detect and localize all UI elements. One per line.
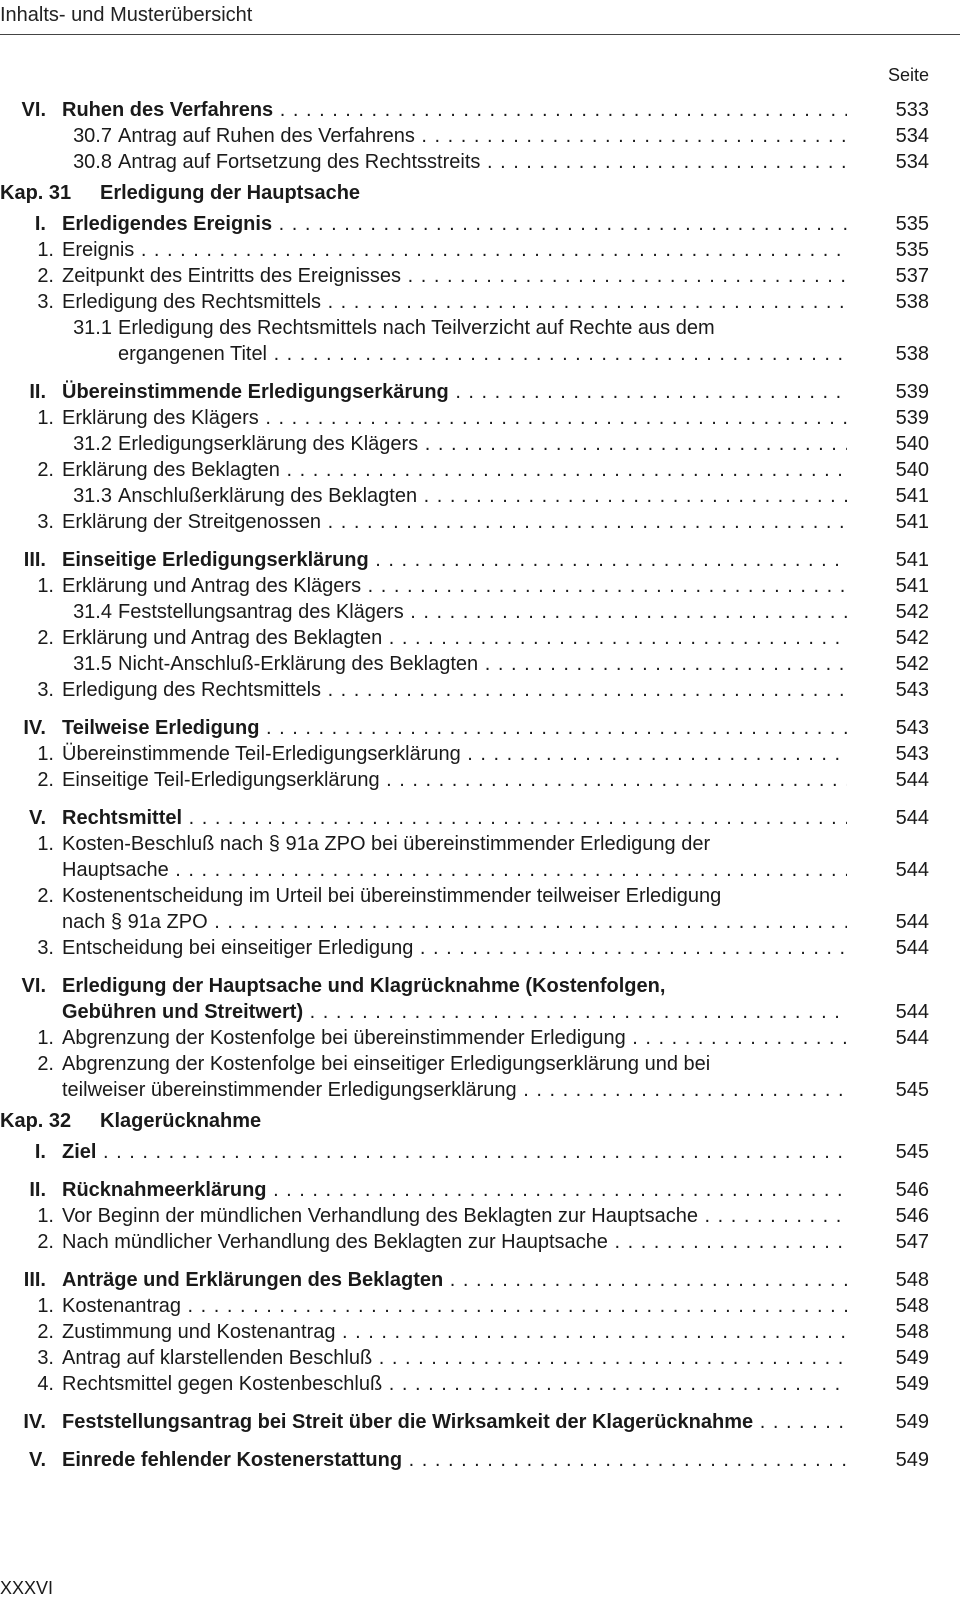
toc-entry-number: 2. xyxy=(37,1321,54,1343)
toc-entry-title xyxy=(62,1139,847,1165)
toc-entry-page: 534 xyxy=(895,125,929,147)
toc-entry-page: 538 xyxy=(895,291,929,313)
toc-entry-text: Kosten-Beschluß nach § 91a ZPO bei übereinstimmender Erledigung der xyxy=(62,833,711,855)
toc-entry xyxy=(0,599,960,625)
toc-entry-page: 535 xyxy=(895,213,929,235)
toc-entry xyxy=(0,767,960,793)
toc-entry-text: Einseitige Erledigungserklärung . . . xyxy=(62,547,847,573)
toc-entry-title xyxy=(62,1371,847,1397)
toc-entry-text: Ruhen des Verfahrens . . . xyxy=(62,97,847,123)
toc-entry-text: Übereinstimmende Erledigungserkärung . . . xyxy=(62,379,847,405)
toc-entry-text: Rücknahmeerklärung . . . xyxy=(62,1177,847,1203)
toc-entry-page: 546 xyxy=(895,1179,929,1201)
toc-entry-page: 541 xyxy=(895,549,929,571)
toc-entry-text: Ziel . . . xyxy=(62,1139,847,1165)
toc-entry xyxy=(0,509,960,535)
toc-entry xyxy=(0,1025,960,1051)
toc-entry-text: Hauptsache . . . xyxy=(62,857,847,883)
toc-entry-title xyxy=(62,237,847,263)
toc-entry-text: Erklärung des Klägers . . . xyxy=(62,405,847,431)
toc-entry-text: Anschlußerklärung des Beklagten . . . xyxy=(118,483,847,509)
toc-entry-number: 1. xyxy=(37,1027,54,1049)
toc-entry xyxy=(0,149,960,175)
toc-gap xyxy=(0,961,960,973)
toc-entry xyxy=(0,1267,960,1293)
toc-entry-number: 30.7 xyxy=(73,125,112,147)
toc-entry-page: 543 xyxy=(895,743,929,765)
toc-entry-text: Erledigung des Rechtsmittels . . . xyxy=(62,289,847,315)
toc-entry-text: Zustimmung und Kostenantrag . . . xyxy=(62,1319,847,1345)
toc-entry-page: 547 xyxy=(895,1231,929,1253)
toc-entry-title xyxy=(62,289,847,315)
toc-entry-text: Abgrenzung der Kostenfolge bei einseitiger Erledigungserklärung und bei xyxy=(62,1053,711,1075)
toc-entry-title xyxy=(62,1229,847,1255)
toc-entry-title xyxy=(62,1025,847,1051)
toc-entry-title xyxy=(118,431,847,457)
toc-entry-title xyxy=(62,379,847,405)
toc-entry-text: Einrede fehlender Kostenerstattung . . . xyxy=(62,1447,847,1473)
toc-entry-page: 542 xyxy=(895,653,929,675)
toc-entry-page: 549 xyxy=(895,1411,929,1433)
toc-entry-text: Erklärung und Antrag des Klägers . . . xyxy=(62,573,847,599)
chapter-number: Kap. 32 xyxy=(0,1110,72,1132)
toc-entry-text: Anträge und Erklärungen des Beklagten . . . xyxy=(62,1267,847,1293)
toc-entry-number: I. xyxy=(34,1141,46,1163)
toc-entry-number: 2. xyxy=(37,265,54,287)
toc-entry xyxy=(0,999,960,1025)
toc-entry-title xyxy=(62,1409,847,1435)
toc-gap xyxy=(0,367,960,379)
toc-entry xyxy=(0,237,960,263)
toc-entry-title xyxy=(62,831,847,857)
toc-entry xyxy=(0,341,960,367)
toc-entry-number: 2. xyxy=(37,459,54,481)
toc-entry-text: teilweiser übereinstimmender Erledigungserklärung . . . xyxy=(62,1077,847,1103)
toc-entry-number: VI. xyxy=(21,975,46,997)
toc-entry-title xyxy=(62,547,847,573)
toc-entry xyxy=(0,1177,960,1203)
toc-entry-title xyxy=(62,625,847,651)
toc-entry xyxy=(0,1077,960,1103)
toc-entry xyxy=(0,405,960,431)
toc-entry xyxy=(0,651,960,677)
toc-entry-number: 31.2 xyxy=(73,433,112,455)
toc-entry-number: III. xyxy=(23,549,46,571)
toc-entry-text: Antrag auf Fortsetzung des Rechtsstreits . . . xyxy=(118,149,847,175)
toc-entry xyxy=(0,457,960,483)
toc-entry-number: 3. xyxy=(37,937,54,959)
toc-entry-text: Erledigung des Rechtsmittels . . . xyxy=(62,677,847,703)
toc-entry-page: 543 xyxy=(895,679,929,701)
toc-entry-page: 539 xyxy=(895,381,929,403)
toc-entry-page: 545 xyxy=(895,1141,929,1163)
toc-entry-page: 540 xyxy=(895,433,929,455)
toc-entry-number: 1. xyxy=(37,1295,54,1317)
toc-entry-title xyxy=(62,211,847,237)
toc-entry-number: 31.4 xyxy=(73,601,112,623)
toc-entry-title xyxy=(62,405,847,431)
toc-entry-title xyxy=(62,857,847,883)
toc-entry-title xyxy=(62,1293,847,1319)
toc-entry xyxy=(0,547,960,573)
table-of-contents xyxy=(0,97,960,1473)
toc-entry-page: 544 xyxy=(895,937,929,959)
toc-entry-text: Vor Beginn der mündlichen Verhandlung des Beklagten zur Hauptsache . . . xyxy=(62,1203,847,1229)
toc-entry-text: Erledigung der Hauptsache und Klagrücknahme (Kostenfolgen, xyxy=(62,975,666,997)
toc-entry-number: 1. xyxy=(37,743,54,765)
toc-entry-page: 548 xyxy=(895,1295,929,1317)
toc-entry-page: 541 xyxy=(895,485,929,507)
toc-entry-page: 544 xyxy=(895,769,929,791)
page-column-label: Seite xyxy=(887,65,929,85)
toc-entry-text: Erklärung und Antrag des Beklagten . . . xyxy=(62,625,847,651)
toc-gap xyxy=(0,1435,960,1447)
toc-entry-text: Erklärung der Streitgenossen . . . xyxy=(62,509,847,535)
toc-entry-number: 31.5 xyxy=(73,653,112,675)
toc-entry-title xyxy=(62,741,847,767)
toc-entry-page: 544 xyxy=(895,859,929,881)
toc-entry-title xyxy=(62,1319,847,1345)
toc-entry-title xyxy=(62,1077,847,1103)
folio-page-number: XXXVI xyxy=(0,1578,54,1598)
toc-entry xyxy=(0,123,960,149)
toc-entry xyxy=(0,909,960,935)
toc-entry-text: Zeitpunkt des Eintritts des Ereignisses . . . xyxy=(62,263,847,289)
toc-chapter-heading xyxy=(0,1103,960,1139)
toc-entry-title xyxy=(62,1267,847,1293)
toc-entry-title xyxy=(118,599,847,625)
toc-entry-text: Übereinstimmende Teil-Erledigungserklärung . . . xyxy=(62,741,847,767)
toc-entry-number: II. xyxy=(29,1179,46,1201)
toc-entry-title xyxy=(62,883,847,909)
toc-entry-page: 544 xyxy=(895,807,929,829)
toc-entry-page: 549 xyxy=(895,1373,929,1395)
toc-entry-title xyxy=(62,1051,847,1077)
toc-entry-number: 2. xyxy=(37,769,54,791)
toc-entry xyxy=(0,883,960,909)
toc-entry xyxy=(0,625,960,651)
toc-entry xyxy=(0,1203,960,1229)
toc-entry-text: Kostenentscheidung im Urteil bei übereinstimmender teilweiser Erledigung xyxy=(62,885,722,907)
toc-entry-title xyxy=(62,935,847,961)
toc-entry xyxy=(0,973,960,999)
toc-entry-number: 31.3 xyxy=(73,485,112,507)
toc-entry-number: 2. xyxy=(37,1053,54,1075)
toc-entry xyxy=(0,1293,960,1319)
toc-entry-number: 1. xyxy=(37,239,54,261)
toc-entry-text: Erledigung des Rechtsmittels nach Teilverzicht auf Rechte aus dem xyxy=(118,317,715,339)
toc-entry-title xyxy=(118,149,847,175)
toc-entry-number: 1. xyxy=(37,1205,54,1227)
toc-entry xyxy=(0,1371,960,1397)
toc-entry-page: 544 xyxy=(895,1027,929,1049)
toc-entry-title xyxy=(62,1177,847,1203)
toc-entry-page: 542 xyxy=(895,601,929,623)
toc-entry-page: 542 xyxy=(895,627,929,649)
toc-entry xyxy=(0,573,960,599)
running-head: Inhalts- und Musterübersicht xyxy=(0,4,253,26)
toc-entry-text: Abgrenzung der Kostenfolge bei übereinstimmender Erledigung . . . xyxy=(62,1025,847,1051)
toc-entry-text: Entscheidung bei einseitiger Erledigung . . . xyxy=(62,935,847,961)
toc-entry-title xyxy=(62,263,847,289)
toc-entry-number: 1. xyxy=(37,833,54,855)
toc-entry-text: Erklärung des Beklagten . . . xyxy=(62,457,847,483)
toc-entry-number: 30.8 xyxy=(73,151,112,173)
toc-entry-page: 543 xyxy=(895,717,929,739)
toc-entry-page: 538 xyxy=(895,343,929,365)
toc-entry-text: Feststellungsantrag bei Streit über die Wirksamkeit der Klagerücknahme . . . xyxy=(62,1409,847,1435)
toc-entry xyxy=(0,857,960,883)
toc-entry-page: 535 xyxy=(895,239,929,261)
toc-entry xyxy=(0,315,960,341)
toc-entry-title xyxy=(62,97,847,123)
toc-entry-page: 548 xyxy=(895,1321,929,1343)
header-rule xyxy=(0,34,960,35)
toc-entry xyxy=(0,1409,960,1435)
toc-entry xyxy=(0,289,960,315)
toc-entry-title xyxy=(62,1447,847,1473)
toc-entry xyxy=(0,677,960,703)
toc-entry-number: I. xyxy=(34,213,46,235)
toc-entry-title xyxy=(62,767,847,793)
toc-entry-text: Gebühren und Streitwert) . . . xyxy=(62,999,847,1025)
toc-entry-text: Nach mündlicher Verhandlung des Beklagten zur Hauptsache . . . xyxy=(62,1229,847,1255)
toc-entry-page: 541 xyxy=(895,575,929,597)
toc-entry-text: Erledigendes Ereignis . . . xyxy=(62,211,847,237)
toc-gap xyxy=(0,703,960,715)
toc-entry-title xyxy=(118,651,847,677)
toc-entry-page: 537 xyxy=(895,265,929,287)
toc-entry-title xyxy=(62,509,847,535)
toc-entry-title xyxy=(62,573,847,599)
toc-gap xyxy=(0,1165,960,1177)
toc-entry-number: II. xyxy=(29,381,46,403)
toc-entry xyxy=(0,1139,960,1165)
toc-entry-page: 544 xyxy=(895,911,929,933)
toc-entry-page: 541 xyxy=(895,511,929,533)
toc-entry-title xyxy=(62,909,847,935)
toc-entry-title xyxy=(62,677,847,703)
toc-entry-number: 3. xyxy=(37,511,54,533)
toc-entry-page: 548 xyxy=(895,1269,929,1291)
toc-entry-number: 3. xyxy=(37,1347,54,1369)
toc-entry xyxy=(0,483,960,509)
toc-entry-title xyxy=(62,1345,847,1371)
chapter-title: Erledigung der Hauptsache xyxy=(100,182,361,204)
toc-entry-title xyxy=(118,315,847,341)
toc-entry-text: Rechtsmittel . . . xyxy=(62,805,847,831)
toc-entry-number: 2. xyxy=(37,627,54,649)
toc-entry xyxy=(0,935,960,961)
toc-entry xyxy=(0,1319,960,1345)
toc-entry xyxy=(0,431,960,457)
toc-entry-number: V. xyxy=(28,807,46,829)
toc-entry xyxy=(0,211,960,237)
toc-entry-title xyxy=(118,341,847,367)
toc-entry-text: Rechtsmittel gegen Kostenbeschluß . . . xyxy=(62,1371,847,1397)
toc-entry-text: Teilweise Erledigung . . . xyxy=(62,715,847,741)
toc-entry xyxy=(0,1051,960,1077)
toc-entry-title xyxy=(62,457,847,483)
chapter-number: Kap. 31 xyxy=(0,182,72,204)
toc-gap xyxy=(0,535,960,547)
toc-entry-page: 540 xyxy=(895,459,929,481)
toc-entry xyxy=(0,263,960,289)
toc-entry xyxy=(0,1345,960,1371)
toc-gap xyxy=(0,1255,960,1267)
toc-gap xyxy=(0,1397,960,1409)
toc-entry xyxy=(0,741,960,767)
toc-entry-title xyxy=(62,1203,847,1229)
toc-entry-page: 534 xyxy=(895,151,929,173)
toc-chapter-heading xyxy=(0,175,960,211)
toc-entry-number: III. xyxy=(23,1269,46,1291)
toc-entry-title xyxy=(62,973,847,999)
toc-entry xyxy=(0,379,960,405)
toc-entry-title xyxy=(118,483,847,509)
toc-entry-number: IV. xyxy=(23,1411,46,1433)
toc-entry-number: VI. xyxy=(21,99,46,121)
toc-entry xyxy=(0,831,960,857)
chapter-title: Klagerücknahme xyxy=(100,1110,262,1132)
toc-entry-number: IV. xyxy=(23,717,46,739)
toc-entry-number: 31.1 xyxy=(73,317,112,339)
toc-entry-page: 549 xyxy=(895,1347,929,1369)
toc-entry-page: 539 xyxy=(895,407,929,429)
toc-entry xyxy=(0,715,960,741)
toc-entry-title xyxy=(118,123,847,149)
toc-entry-number: 3. xyxy=(37,291,54,313)
toc-entry-page: 545 xyxy=(895,1079,929,1101)
toc-entry-number: 1. xyxy=(37,575,54,597)
toc-entry-text: Nicht-Anschluß-Erklärung des Beklagten . . . xyxy=(118,651,847,677)
toc-entry-number: 2. xyxy=(37,1231,54,1253)
toc-entry-text: Kostenantrag . . . xyxy=(62,1293,847,1319)
toc-gap xyxy=(0,793,960,805)
toc-entry-number: 4. xyxy=(37,1373,54,1395)
toc-entry-title xyxy=(62,999,847,1025)
toc-entry-number: 1. xyxy=(37,407,54,429)
toc-entry-title xyxy=(62,805,847,831)
toc-entry-text: ergangenen Titel . . . xyxy=(118,341,847,367)
toc-entry-page: 533 xyxy=(895,99,929,121)
toc-entry xyxy=(0,805,960,831)
toc-entry xyxy=(0,97,960,123)
toc-entry-page: 544 xyxy=(895,1001,929,1023)
toc-entry-number: V. xyxy=(28,1449,46,1471)
toc-entry xyxy=(0,1229,960,1255)
toc-entry-text: Erledigungserklärung des Klägers . . . xyxy=(118,431,847,457)
toc-entry-number: 2. xyxy=(37,885,54,907)
toc-entry-number: 3. xyxy=(37,679,54,701)
toc-entry-text: Einseitige Teil-Erledigungserklärung . . . xyxy=(62,767,847,793)
toc-entry-text: nach § 91a ZPO . . . xyxy=(62,909,847,935)
toc-entry xyxy=(0,1447,960,1473)
toc-entry-text: Feststellungsantrag des Klägers . . . xyxy=(118,599,847,625)
toc-entry-title xyxy=(62,715,847,741)
toc-entry-text: Ereignis . . . xyxy=(62,237,847,263)
toc-entry-text: Antrag auf Ruhen des Verfahrens . . . xyxy=(118,123,847,149)
toc-entry-page: 546 xyxy=(895,1205,929,1227)
toc-entry-text: Antrag auf klarstellenden Beschluß . . . xyxy=(62,1345,847,1371)
toc-entry-page: 549 xyxy=(895,1449,929,1471)
